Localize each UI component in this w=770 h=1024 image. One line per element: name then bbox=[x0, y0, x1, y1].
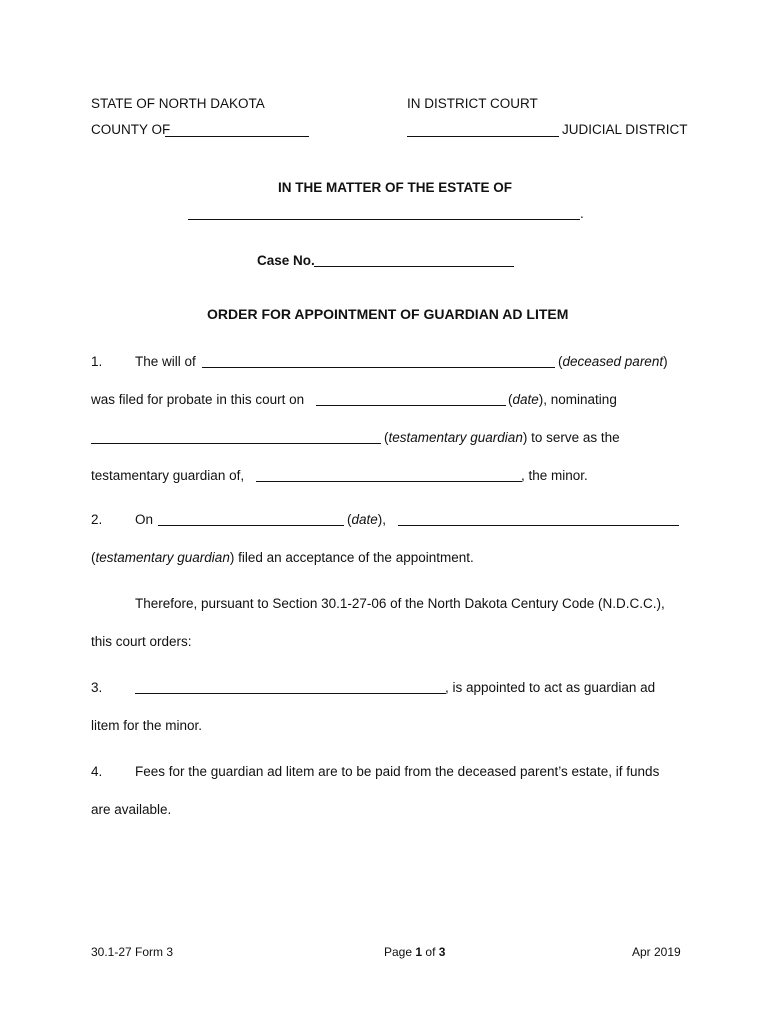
guardian-ad-litem-blank[interactable] bbox=[135, 693, 446, 694]
para1-filed-text: was filed for probate in this court on bbox=[91, 392, 305, 407]
case-no-label: Case No. bbox=[257, 253, 315, 268]
para1-number: 1. bbox=[91, 354, 103, 369]
judicial-district-blank[interactable] bbox=[407, 136, 559, 137]
case-no-blank[interactable] bbox=[314, 266, 514, 267]
para2-on: On bbox=[135, 512, 154, 527]
judicial-district-label: JUDICIAL DISTRICT bbox=[562, 122, 688, 137]
para1-will-of: The will of bbox=[135, 354, 196, 369]
para3-litem-text: litem for the minor. bbox=[91, 718, 203, 733]
testamentary-guardian-label: (testamentary guardian) to serve as the bbox=[384, 430, 620, 445]
para2-number: 2. bbox=[91, 512, 103, 527]
para3-number: 3. bbox=[91, 680, 103, 695]
para4-line1: Fees for the guardian ad litem are to be paid from the deceased parent’s estate, if funds bbox=[135, 764, 660, 779]
deceased-parent-blank[interactable] bbox=[202, 367, 555, 368]
estate-period: . bbox=[580, 206, 584, 221]
estate-name-blank[interactable] bbox=[188, 219, 580, 220]
therefore-line1: Therefore, pursuant to Section 30.1-27-06 of the North Dakota Century Code (N.D.C.C.), bbox=[135, 596, 665, 611]
para3-appointed-text: , is appointed to act as guardian ad bbox=[445, 680, 656, 695]
document-title: ORDER FOR APPOINTMENT OF GUARDIAN AD LITEM bbox=[207, 306, 569, 322]
probate-date-blank[interactable] bbox=[316, 405, 506, 406]
para4-number: 4. bbox=[91, 764, 103, 779]
court-label: IN DISTRICT COURT bbox=[407, 96, 538, 111]
para4-line2: are available. bbox=[91, 802, 172, 817]
acceptance-guardian-blank[interactable] bbox=[398, 525, 679, 526]
county-blank[interactable] bbox=[165, 136, 309, 137]
testamentary-guardian-blank[interactable] bbox=[91, 443, 381, 444]
probate-date-label: (date), nominating bbox=[508, 392, 617, 407]
minor-name-blank[interactable] bbox=[256, 481, 522, 482]
acceptance-date-blank[interactable] bbox=[158, 525, 344, 526]
footer-form-id: 30.1-27 Form 3 bbox=[91, 945, 174, 959]
guardian-of-text: testamentary guardian of, bbox=[91, 468, 245, 483]
footer-page-number: Page 1 of 3 bbox=[384, 945, 446, 959]
para2-acceptance-text: (testamentary guardian) filed an acceptance of the appointment. bbox=[91, 550, 474, 565]
county-label: COUNTY OF bbox=[91, 122, 171, 137]
therefore-line2: this court orders: bbox=[91, 634, 192, 649]
the-minor-text: , the minor. bbox=[521, 468, 588, 483]
deceased-parent-label: (deceased parent) bbox=[558, 354, 668, 369]
state-label: STATE OF NORTH DAKOTA bbox=[91, 96, 265, 111]
acceptance-date-label: (date), bbox=[347, 512, 387, 527]
footer-date: Apr 2019 bbox=[632, 945, 681, 959]
matter-heading: IN THE MATTER OF THE ESTATE OF bbox=[278, 180, 512, 195]
